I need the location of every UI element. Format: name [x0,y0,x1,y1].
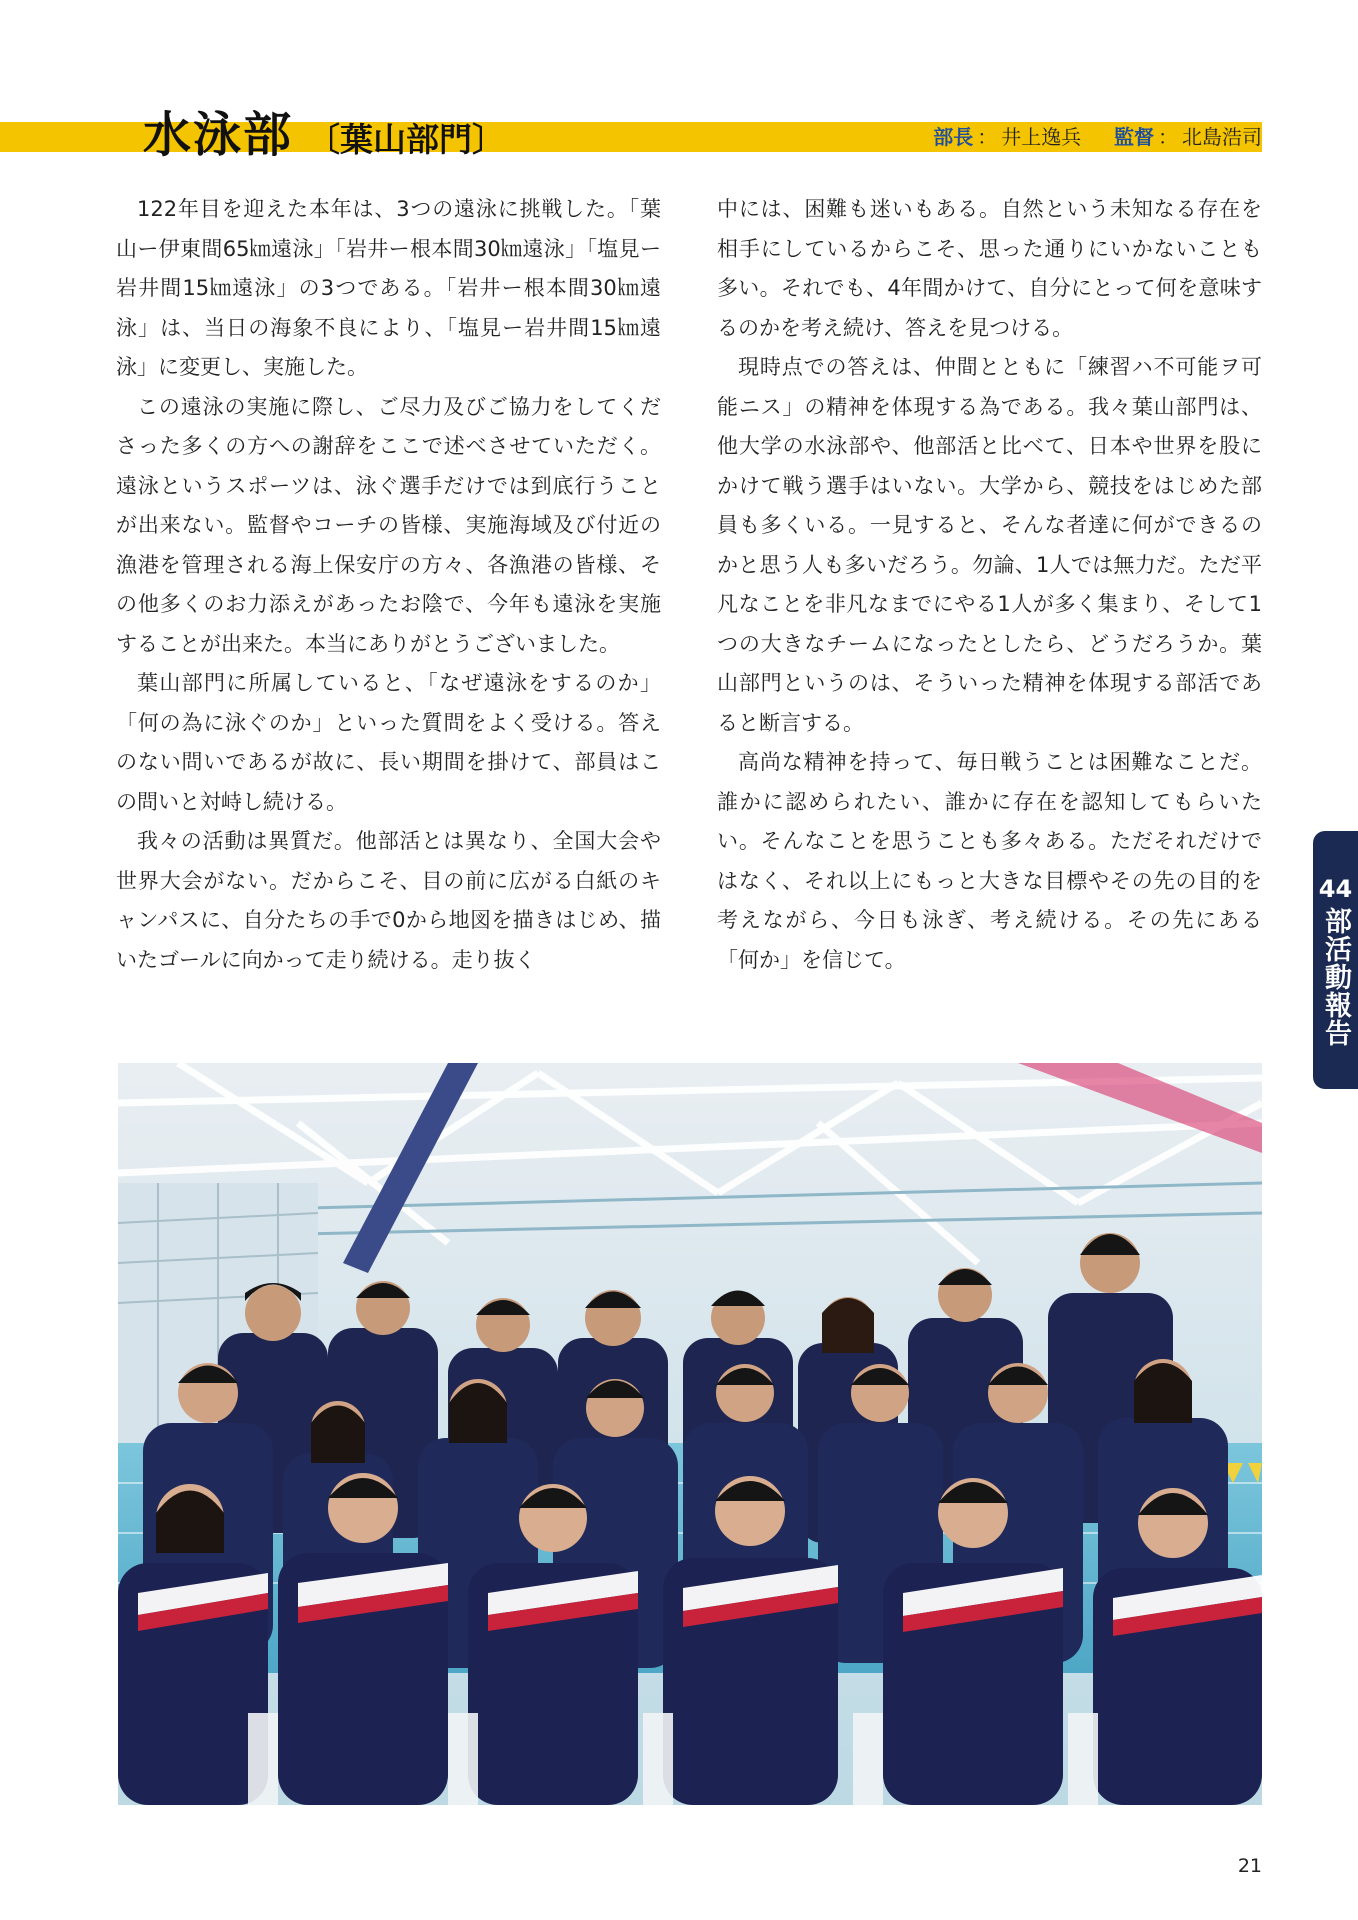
separator: ： [1158,125,1178,149]
page-number: 21 [1237,1855,1262,1877]
paragraph: 高尚な精神を持って、毎日戦うことは困難なことだ。誰かに認められたい、誰かに存在を認知してもらいたい。そんなことを思うことも多々ある。ただそれだけではなく、それ以上にもっと大きな目標やその先の目的を考えながら、今日も泳ぎ、考え続ける。その先にある「何か」を信じて。 [717,750,1262,972]
paragraph: 中には、困難も迷いもある。自然という未知なる存在を相手にしているからこそ、思った通りにいかないことも多い。それでも、4年間かけて、自分にとって何を意味するのかを考え続け、答えを見つける。 [717,197,1262,340]
captain-name: 井上逸兵 [1001,125,1082,149]
section-side-tab [1313,831,1358,1089]
paragraph: 我々の活動は異質だ。他部活とは異なり、全国大会や世界大会がない。だからこそ、目の前に広がる白紙のキャンパスに、自分たちの手で0から地図を描きはじめ、描いたゴールに向かって走り続ける。走り抜く [116,829,661,972]
coach-name: 北島浩司 [1182,125,1262,149]
team-photo [118,1063,1262,1805]
team-photo-illustration [118,1063,1262,1805]
club-division: 〔葉山部門〕 [307,120,506,159]
section-label: 部活動報告 [1320,907,1351,1047]
section-number: 44 [1318,875,1353,903]
article-right-column [717,190,1262,980]
separator: ： [977,125,998,149]
coach-role: 監督 [1114,125,1154,149]
paragraph: 122年目を迎えた本年は、3つの遠泳に挑戦した。「葉山ー伊東間65㎞遠泳」「岩井ー根本間30㎞遠泳」「塩見ー岩井間15㎞遠泳」の3つである。「岩井ー根本間30㎞遠泳」は、当日の海象不良により、「塩見ー岩井間15㎞遠泳」に変更し、実施した。 [116,197,661,379]
paragraph: 現時点での答えは、仲間とともに「練習ハ不可能ヲ可能ニス」の精神を体現する為である。我々葉山部門は、他大学の水泳部や、他部活と比べて、日本や世界を股にかけて戦う選手はいない。大学から、競技をはじめた部員も多くいる。一見すると、そんな者達に何ができるのかと思う人も多いだろう。勿論、1人では無力だ。ただ平凡なことを非凡なまでにやる1人が多く集まり、そして1つの大きなチームになったとしたら、どうだろうか。葉山部門というのは、そういった精神を体現する部活であると断言する。 [717,355,1262,735]
paragraph: この遠泳の実施に際し、ご尽力及びご協力をしてくださった多くの方への謝辞をここで述べさせていただく。遠泳というスポーツは、泳ぐ選手だけでは到底行うことが出来ない。監督やコーチの皆様、実施海域及び付近の漁港を管理される海上保安庁の方々、各漁港の皆様、その他多くのお力添えがあったお陰で、今年も遠泳を実施することが出来た。本当にありがとうございました。 [116,394,661,656]
article-left-column [116,190,661,980]
staff-info [933,122,1262,152]
paragraph: 葉山部門に所属していると、「なぜ遠泳をするのか」「何の為に泳ぐのか」といった質問をよく受ける。答えのない問いであるが故に、長い期間を掛けて、部員はこの問いと対峙し続ける。 [116,671,661,814]
club-name: 水泳部 [143,107,294,163]
captain-role: 部長 [933,125,974,149]
page-title [143,96,506,163]
